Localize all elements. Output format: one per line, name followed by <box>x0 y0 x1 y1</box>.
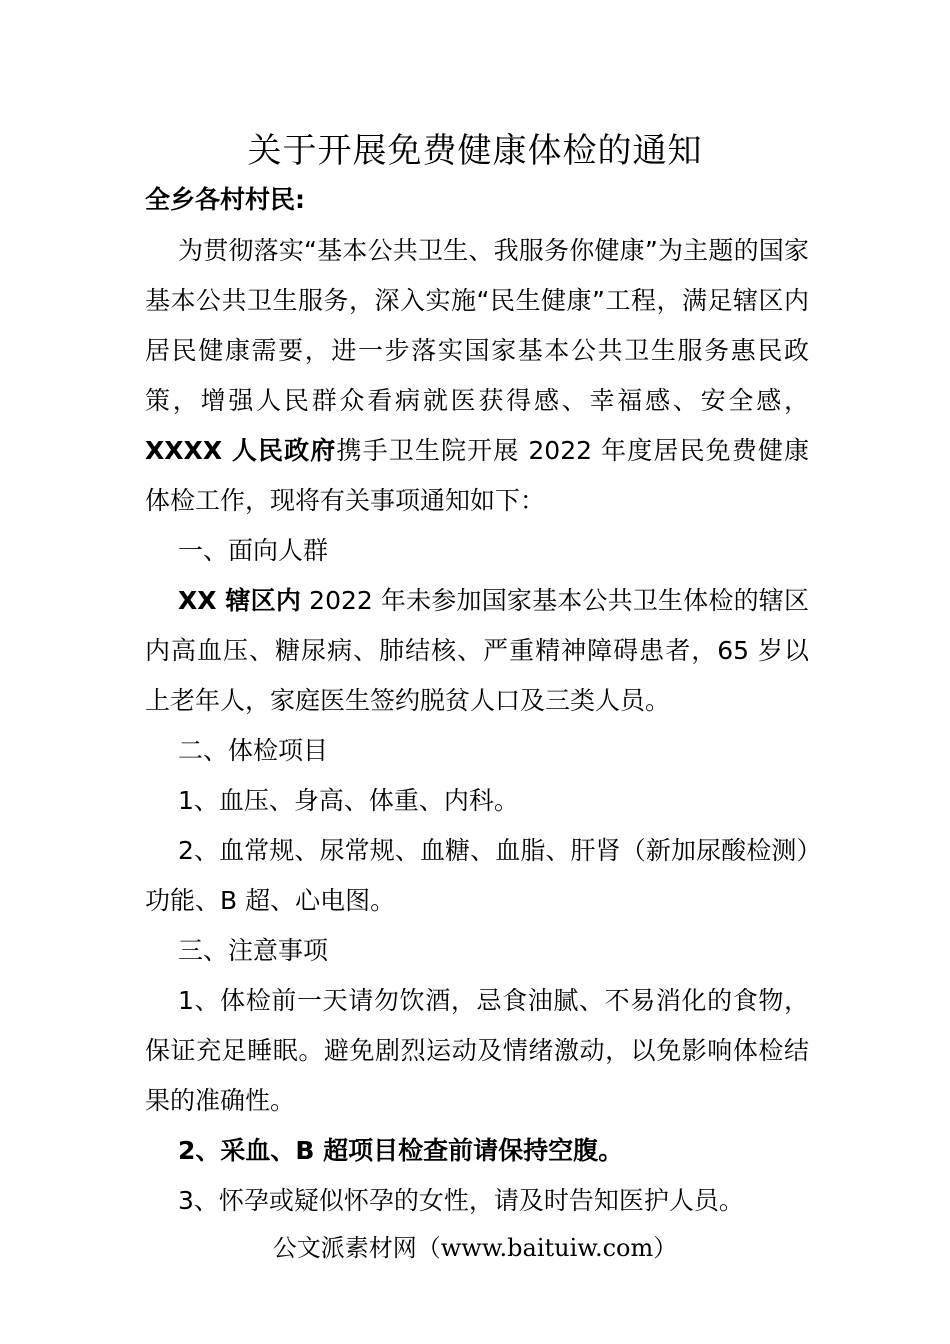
intro-paragraph <box>145 226 809 526</box>
section1-paragraph <box>145 576 809 726</box>
section3-item-1: 1、体检前一天请勿饮酒，忌食油腻、不易消化的食物，保证充足睡眠。避免剧烈运动及情绪激动，以免影响体检结果的准确性。 <box>145 986 809 1115</box>
document-title: 关于开展免费健康体检的通知 <box>247 131 703 171</box>
salutation: 全乡各村村民: <box>145 185 305 214</box>
section3-heading: 三、注意事项 <box>178 936 329 965</box>
section3-item-2 <box>145 1126 809 1176</box>
section2-item-2: 2、血常规、尿常规、血糖、血脂、肝肾（新加尿酸检测）功能、B 超、心电图。 <box>145 836 809 915</box>
intro-government-name: XXXX 人民政府 <box>145 436 337 465</box>
section3-item-2-text: 2、采血、B 超项目检查前请保持空腹。 <box>178 1136 624 1165</box>
footer-watermark: 公文派素材网（www.baituiw.com） <box>272 1234 678 1262</box>
section1-heading: 一、面向人群 <box>178 536 329 565</box>
section3-item-3: 3、怀孕或疑似怀孕的女性，请及时告知医护人员。 <box>178 1186 744 1215</box>
section1-text: 2022 年未参加国家基本公共卫生体检的辖区内高血压、糖尿病、肺结核、严重精神障碍患者，65 岁以上老年人，家庭医生签约脱贫人口及三类人员。 <box>145 586 809 715</box>
document-body <box>145 226 809 1226</box>
section2-heading: 二、体检项目 <box>178 736 329 765</box>
section1-area: XX 辖区内 <box>178 586 302 615</box>
intro-text: 为贯彻落实“基本公共卫生、我服务你健康”为主题的国家基本公共卫生服务，深入实施“民生健康”工程，满足辖区内居民健康需要，进一步落实国家基本公共卫生服务惠民政策，增强人民群众看病就医获得感、幸福感、安全感， <box>145 236 809 415</box>
section2-item-1: 1、血压、身高、体重、内科。 <box>178 786 519 815</box>
intro-text-continued: 携手卫生院开展 2022 年度居民免费健康体检工作，现将有关事项通知如下： <box>145 436 809 515</box>
